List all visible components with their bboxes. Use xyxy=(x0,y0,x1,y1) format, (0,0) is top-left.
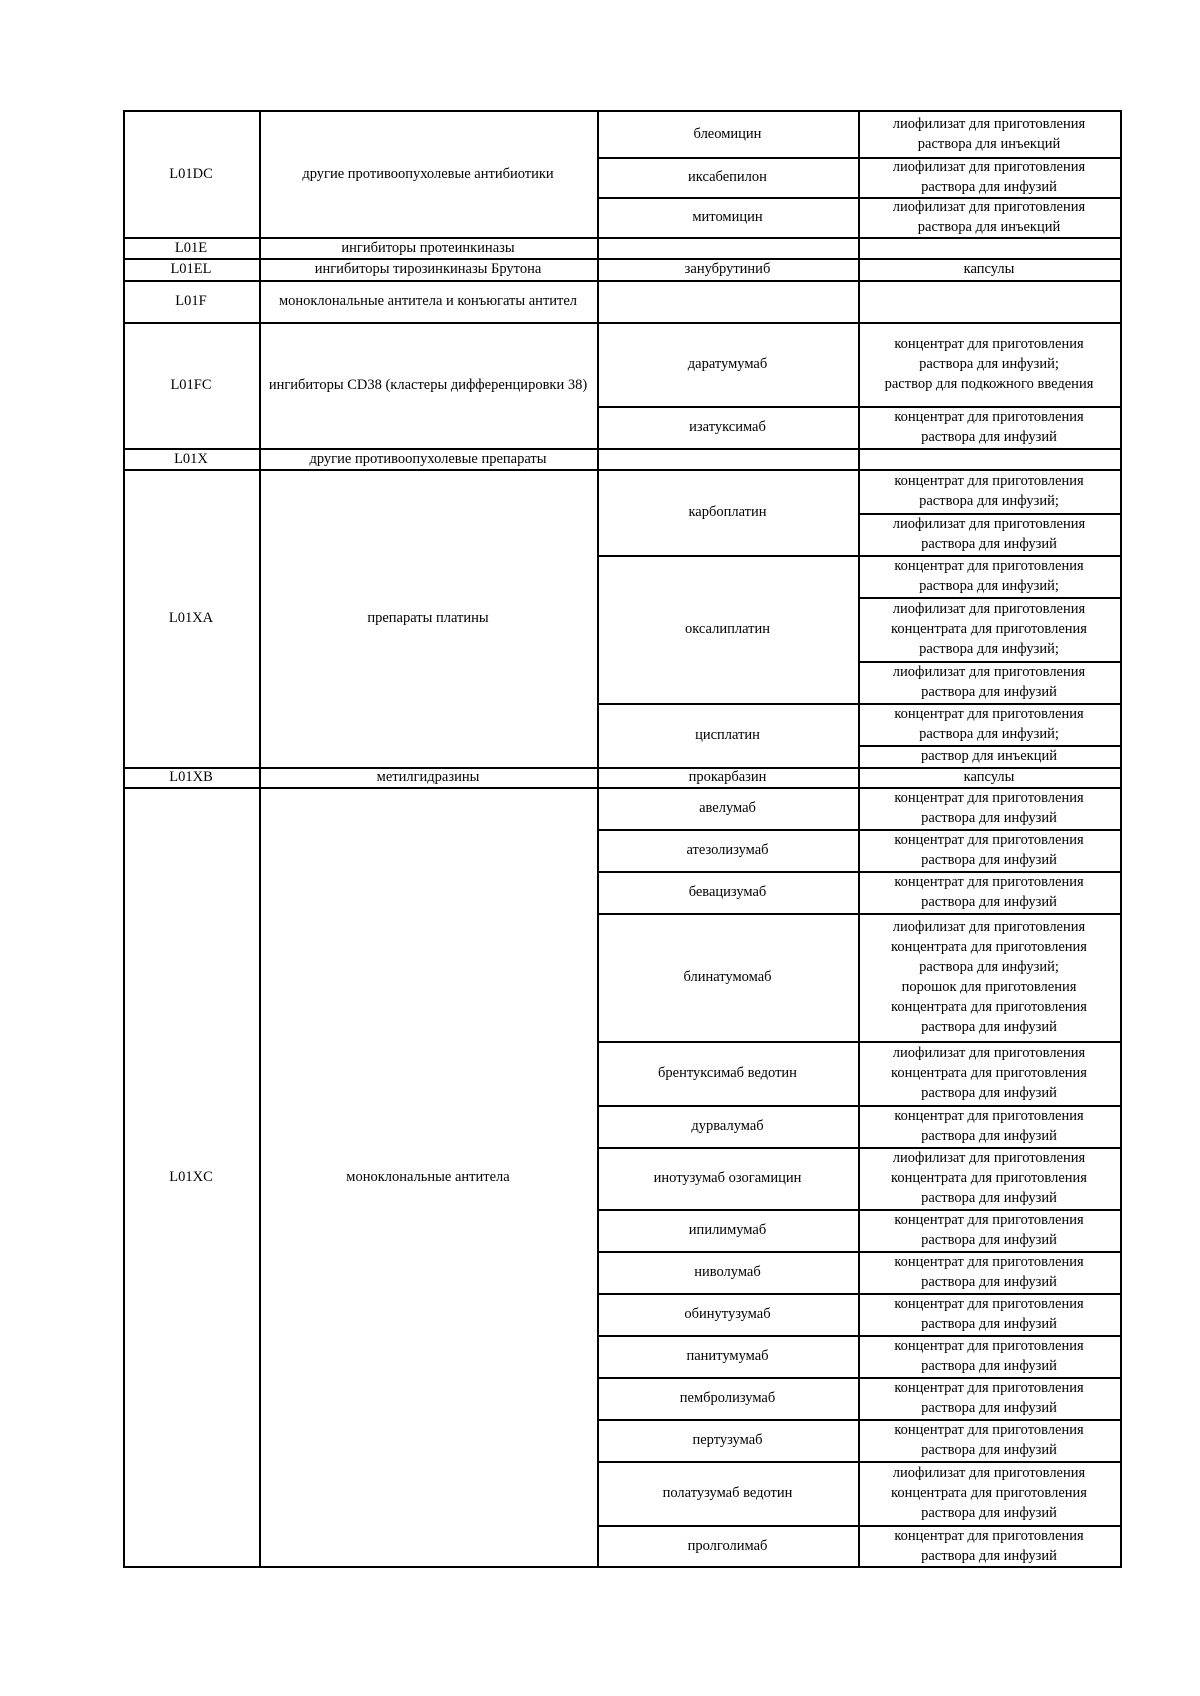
dosage-form-line: капсулы xyxy=(963,261,1015,277)
table-rule xyxy=(259,469,261,769)
drug-name: брентуксимаб ведотин xyxy=(658,1065,797,1081)
atc-group: другие противоопухолевые антибиотики xyxy=(302,165,554,182)
table-rule xyxy=(1120,767,1122,789)
dosage-form xyxy=(862,1041,1116,1105)
drug-name: обинутузумаб xyxy=(684,1306,771,1322)
dosage-form xyxy=(862,1293,1116,1335)
drug-name: авелумаб xyxy=(699,800,756,816)
table-rule xyxy=(858,448,860,471)
dosage-form-line: раствор для подкожного введения xyxy=(884,376,1094,392)
dosage-form-line: лиофилизат для приготовления xyxy=(892,159,1086,175)
dosage-form xyxy=(862,469,1116,513)
dosage-form-line: концентрата для приготовления xyxy=(891,621,1087,637)
table-rule xyxy=(1120,258,1122,282)
dosage-form xyxy=(862,661,1116,703)
table-rule xyxy=(858,258,860,282)
atc-group: моноклональные антитела xyxy=(346,1168,510,1185)
table-rule xyxy=(858,237,860,260)
dosage-form xyxy=(862,110,1116,157)
dosage-form xyxy=(862,767,1116,787)
dosage-form-line: лиофилизат для приготовления xyxy=(892,919,1086,935)
dosage-form xyxy=(862,322,1116,406)
drug-name: блинатумомаб xyxy=(683,969,772,985)
dosage-form xyxy=(862,157,1116,197)
dosage-form-line: концентрат для приготовления xyxy=(894,1296,1084,1312)
dosage-form-line: раствора для инфузий; xyxy=(919,726,1059,742)
table-rule xyxy=(858,448,1122,450)
dosage-form-line: раствора для инфузий; xyxy=(919,356,1059,372)
dosage-form-line: концентрат для приготовления xyxy=(894,1212,1084,1228)
dosage-form-line: концентрата для приготовления xyxy=(891,1485,1087,1501)
table-rule xyxy=(259,258,261,282)
dosage-form-line: концентрат для приготовления xyxy=(894,1422,1084,1438)
drug-name: дурвалумаб xyxy=(691,1118,764,1134)
dosage-form xyxy=(862,1209,1116,1251)
table-rule xyxy=(123,322,125,450)
table-rule xyxy=(123,237,125,260)
dosage-form-line: раствора для инфузий; xyxy=(919,493,1059,509)
dosage-form-line: раствора для инфузий xyxy=(921,1400,1057,1416)
dosage-form-line: порошок для приготовления xyxy=(901,979,1077,995)
dosage-form-line: раствора для инфузий xyxy=(921,1019,1057,1035)
dosage-form xyxy=(862,703,1116,745)
atc-code: L01XC xyxy=(169,1168,213,1185)
dosage-form-line: раствора для инфузий xyxy=(921,1232,1057,1248)
atc-code: L01EL xyxy=(170,261,212,277)
table-rule xyxy=(1120,787,1122,1568)
atc-code: L01XB xyxy=(169,769,213,785)
dosage-form-line: концентрат для приготовления xyxy=(894,1527,1084,1544)
drug-name: инотузумаб озогамицин xyxy=(653,1170,802,1186)
dosage-form-line: концентрат для приготовления xyxy=(894,336,1084,352)
drug-name: карбоплатин xyxy=(688,504,767,520)
drug-name: изатуксимаб xyxy=(689,419,766,435)
dosage-form-line: лиофилизат для приготовления xyxy=(892,1465,1086,1481)
table-rule xyxy=(259,767,261,789)
dosage-form xyxy=(862,1461,1116,1525)
dosage-form xyxy=(862,1251,1116,1293)
table-rule xyxy=(1120,110,1122,239)
dosage-form-line: концентрат для приготовления xyxy=(894,1380,1084,1396)
dosage-form-line: раствора для инфузий xyxy=(921,1442,1057,1458)
drug-name: прокарбазин xyxy=(688,769,767,785)
dosage-form-line: раствора для инфузий xyxy=(921,810,1057,826)
dosage-form-line: лиофилизат для приготовления xyxy=(892,1150,1086,1166)
dosage-form xyxy=(862,1377,1116,1419)
dosage-form-line: капсулы xyxy=(963,769,1015,785)
dosage-form xyxy=(862,829,1116,871)
table-rule xyxy=(1120,448,1122,471)
drug-name: ипилимумаб xyxy=(688,1222,767,1238)
atc-code: L01FC xyxy=(170,377,212,393)
table-rule xyxy=(259,280,261,324)
dosage-form xyxy=(862,745,1116,767)
dosage-form-line: раствора для инфузий xyxy=(921,1085,1057,1101)
dosage-form-line: концентрат для приготовления xyxy=(894,1338,1084,1354)
dosage-form xyxy=(862,871,1116,913)
dosage-form-line: лиофилизат для приготовления xyxy=(892,199,1086,215)
dosage-form-line: раствора для инфузий xyxy=(921,179,1057,195)
table-rule xyxy=(123,448,125,471)
table-rule xyxy=(123,767,125,789)
dosage-form-line: раствора для инфузий xyxy=(921,684,1057,700)
table-rule xyxy=(259,787,261,1568)
dosage-form-line: концентрат для приготовления xyxy=(894,473,1084,489)
dosage-form-line: раствора для инфузий xyxy=(921,1274,1057,1290)
dosage-form-line: раствора для инфузий xyxy=(921,894,1057,910)
dosage-form-line: концентрат для приготовления xyxy=(894,409,1084,425)
drug-name: иксабепилон xyxy=(688,169,767,185)
atc-code: L01F xyxy=(175,293,207,309)
drug-name: цисплатин xyxy=(695,727,760,743)
table-rule xyxy=(858,280,1122,282)
drug-name: ниволумаб xyxy=(694,1264,761,1280)
dosage-form xyxy=(862,597,1116,661)
table-rule xyxy=(123,258,125,282)
dosage-form-line: лиофилизат для приготовления xyxy=(892,601,1086,617)
dosage-form xyxy=(862,1525,1116,1566)
drug-name: пертузумаб xyxy=(692,1432,763,1448)
dosage-form xyxy=(862,1105,1116,1147)
dosage-form xyxy=(862,1335,1116,1377)
table-rule xyxy=(123,110,125,239)
dosage-form-line: лиофилизат для приготовления xyxy=(892,664,1086,680)
table-rule xyxy=(858,322,860,450)
dosage-form-line: раствора для инфузий xyxy=(921,536,1057,552)
dosage-form xyxy=(862,258,1116,280)
table-rule xyxy=(597,767,599,789)
table-rule xyxy=(597,258,599,282)
drug-name: пембролизумаб xyxy=(679,1390,776,1406)
atc-code: L01DC xyxy=(169,165,213,182)
table-rule xyxy=(858,767,860,789)
table-rule xyxy=(123,787,125,1568)
table-rule xyxy=(259,237,261,260)
table-rule xyxy=(1120,237,1122,260)
dosage-form-line: концентрат для приготовления xyxy=(894,790,1084,806)
atc-code: L01XA xyxy=(168,610,214,626)
table-rule xyxy=(597,280,599,324)
atc-group: ингибиторы тирозинкиназы Брутона xyxy=(314,261,542,277)
dosage-form-line: раствора для инфузий; xyxy=(919,641,1059,657)
dosage-form-line: концентрата для приготовления xyxy=(891,1065,1087,1081)
atc-group: препараты платины xyxy=(367,610,489,626)
table-rule xyxy=(597,322,599,450)
dosage-form xyxy=(862,197,1116,237)
drug-name: оксалиплатин xyxy=(684,621,771,637)
dosage-form xyxy=(862,1147,1116,1209)
atc-group: метилгидразины xyxy=(376,769,480,785)
dosage-form xyxy=(862,406,1116,448)
table-rule xyxy=(259,322,261,450)
dosage-form-line: концентрата для приготовления xyxy=(891,1170,1087,1186)
drug-name: панитумумаб xyxy=(686,1348,769,1364)
dosage-form-line: лиофилизат для приготовления xyxy=(892,516,1086,532)
drug-name: бевацизумаб xyxy=(688,884,767,900)
dosage-form-line: концентрата для приготовления xyxy=(891,999,1087,1015)
dosage-form-line: раствора для инфузий xyxy=(921,1505,1057,1521)
drug-name: даратумумаб xyxy=(687,356,768,372)
dosage-form-line: раствора для инфузий; xyxy=(919,578,1059,594)
table-rule xyxy=(858,237,1122,239)
table-rule xyxy=(1120,280,1122,324)
dosage-form-line: раствора для инфузий xyxy=(921,1128,1057,1144)
drug-name: блеомицин xyxy=(693,125,762,142)
table-rule xyxy=(597,787,599,1568)
dosage-form xyxy=(862,513,1116,555)
table-rule xyxy=(123,280,125,324)
atc-group: ингибиторы CD38 (кластеры дифференцировки 38) xyxy=(268,377,588,393)
table-rule xyxy=(597,110,599,239)
dosage-form xyxy=(862,555,1116,597)
dosage-form-line: концентрат для приготовления xyxy=(894,832,1084,848)
table-rule xyxy=(597,469,599,769)
dosage-form-line: раствора для инфузий; xyxy=(919,959,1059,975)
dosage-form-line: раствора для инфузий xyxy=(921,1358,1057,1374)
dosage-form-line: концентрат для приготовления xyxy=(894,874,1084,890)
table-rule xyxy=(858,1566,1122,1568)
table-rule xyxy=(858,787,860,1568)
dosage-form-line: концентрат для приготовления xyxy=(894,558,1084,574)
dosage-form-line: раствора для инфузий xyxy=(921,429,1057,445)
dosage-form-line: раствора для инфузий xyxy=(921,1190,1057,1206)
dosage-form xyxy=(862,787,1116,829)
table-rule xyxy=(259,448,261,471)
dosage-form-line: концентрат для приготовления xyxy=(894,706,1084,722)
dosage-form-line: раствора для инъекций xyxy=(917,219,1061,235)
table-rule xyxy=(259,110,261,239)
drug-name: атезолизумаб xyxy=(686,842,769,858)
dosage-form-line: раствор для инъекций xyxy=(920,748,1057,764)
drug-name: занубрутиниб xyxy=(684,261,771,277)
drug-name: полатузумаб ведотин xyxy=(662,1485,793,1501)
atc-group: ингибиторы протеинкиназы xyxy=(341,239,515,256)
table-rule xyxy=(1120,322,1122,450)
table-rule xyxy=(858,280,860,324)
dosage-form xyxy=(862,1419,1116,1461)
dosage-form-line: раствора для инфузий xyxy=(921,1316,1057,1332)
table-rule xyxy=(858,110,860,239)
table-rule xyxy=(597,448,599,471)
dosage-form xyxy=(862,913,1116,1041)
drug-name: пролголимаб xyxy=(687,1537,768,1554)
dosage-form-line: раствора для инъекций xyxy=(917,135,1061,152)
table-rule xyxy=(597,237,599,260)
dosage-form-line: лиофилизат для приготовления xyxy=(892,115,1086,132)
drug-name: митомицин xyxy=(692,209,763,225)
atc-code: L01E xyxy=(174,239,208,256)
atc-group: другие противоопухолевые препараты xyxy=(309,450,547,467)
dosage-form-line: лиофилизат для приготовления xyxy=(892,1045,1086,1061)
atc-group: моноклональные антитела и конъюгаты антител xyxy=(278,293,578,309)
dosage-form-line: раствора для инфузий xyxy=(921,852,1057,868)
table-rule xyxy=(123,469,125,769)
dosage-form-line: раствора для инфузий xyxy=(921,1547,1057,1564)
dosage-form-line: концентрат для приготовления xyxy=(894,1108,1084,1124)
dosage-form-line: концентрат для приготовления xyxy=(894,1254,1084,1270)
atc-code: L01X xyxy=(174,450,208,467)
dosage-form-line: концентрата для приготовления xyxy=(891,939,1087,955)
